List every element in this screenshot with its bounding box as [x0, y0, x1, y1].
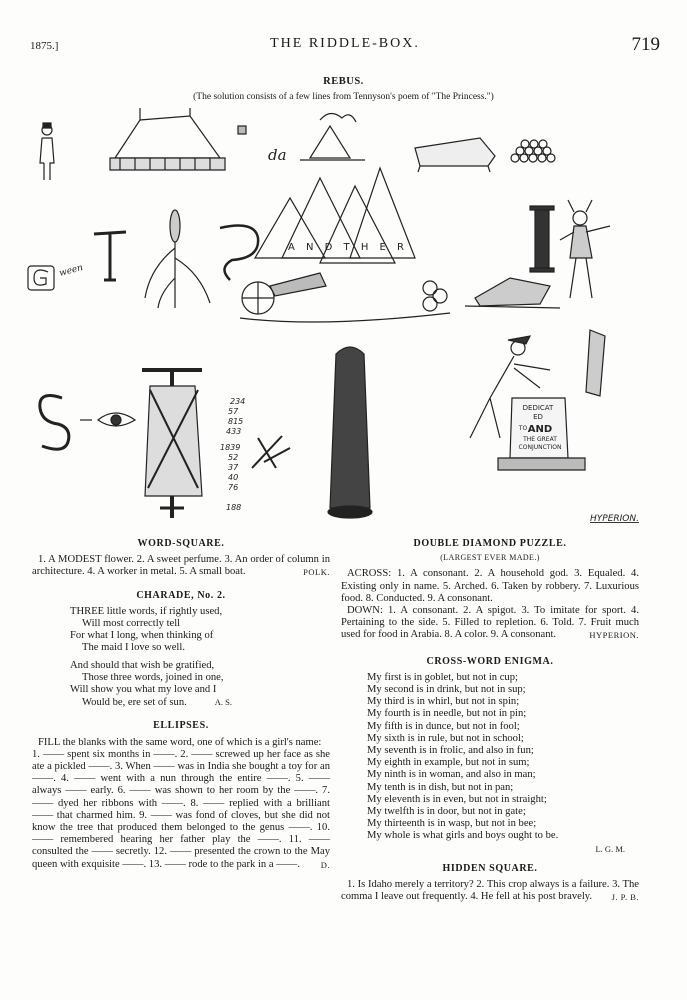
tent-camp — [300, 113, 365, 160]
verse-line: Those three words, joined in one, — [82, 671, 224, 683]
svg-text:37: 37 — [228, 463, 239, 472]
page-number: 719 — [631, 34, 660, 55]
svg-text:1839: 1839 — [220, 443, 241, 452]
verse-line: The maid I love so well. — [82, 642, 185, 654]
word-square-title: WORD-SQUARE. — [137, 538, 225, 549]
page-header — [30, 36, 660, 56]
svg-text:CONJUNCTION: CONJUNCTION — [518, 444, 562, 451]
verse-line: Will most correctly tell — [82, 618, 181, 630]
enigma-line: My whole is what girls and boys ought to be. — [367, 830, 559, 842]
gf-monogram — [28, 266, 54, 290]
enigma-line: My fifth is in dunce, but not in fool; — [367, 720, 520, 732]
letter-s-large — [40, 396, 69, 450]
rebus-subtitle: (The solution consists of a few lines from Tennyson's poem of "The Princess.") — [193, 92, 494, 102]
hidden-square-text: 1. Is Idaho merely a territory? 2. This crop always is a failure. 3. The comma I leave out frequently. 4. He fell at his post bravely. J. P. B. — [341, 879, 639, 903]
hidden-square-title: HIDDEN SQUARE. — [442, 862, 538, 874]
svg-text:433: 433 — [226, 427, 242, 436]
cannonballs — [511, 140, 555, 162]
verse-line: And should that wish be gratified, — [70, 659, 215, 671]
enigma-line: My first is in goblet, but not in cup; — [367, 671, 518, 683]
svg-text:THE GREAT: THE GREAT — [523, 436, 557, 443]
enigma-line: My sixth is in rule, but not in school; — [367, 732, 524, 744]
right-column — [341, 538, 639, 903]
ellipses-text: 1. —— spent six months in ——. 2. —— screwed up her face as she ate a pickled ——. 3. When —— was in India she bought a toy for an ——. 4. —— went with a nun through the entire ——. 5. —— always —— early. 6. —— was shown to her room by the ——. 7. —— dyed her ribbons with ——. 8. —— replied with a brilliant —— that charmed him. 9. —— was fond of cloves, but she did not know the tree that produced them belonged to the genus ——. 10. —— remembered hearing her father play the ——. 11. —— consulted the —— secretly. 12. —— presented the crown to the May queen with exquisite ——. 13. —— rode to the park in a ——. D. — [32, 748, 330, 870]
svg-text:40: 40 — [228, 473, 239, 482]
svg-text:ED: ED — [533, 413, 543, 421]
grave-pit — [465, 278, 560, 308]
ellipses-signature: D. — [320, 859, 330, 870]
jester-figure — [560, 200, 610, 298]
double-diamond-down: DOWN: 1. A consonant. 2. A spigot. 3. To imitate for sport. 4. Pertaining to the side. 5. Filled to repletion. 6. Told. 7. Fruit much used for food in Arabia. 8. A color. 9. A consonant. HYPERION. — [341, 605, 639, 641]
tools-cross — [252, 436, 290, 468]
svg-text:AND: AND — [527, 424, 553, 435]
double-diamond-subtitle: (LARGEST EVER MADE.) — [440, 553, 540, 563]
verse-line: Would be, ere set of sun. A. S. — [82, 697, 233, 709]
circus-tent — [110, 108, 246, 170]
page-date: 1875.] — [30, 40, 59, 52]
rebus-title: REBUS. — [323, 76, 364, 87]
svg-text:TO: TO — [518, 425, 528, 432]
rebus-ween: ween — [58, 262, 85, 279]
enigma-line: My seventh is in frolic, and also in fun; — [367, 745, 534, 757]
stone-slab — [415, 138, 495, 172]
sum-column — [220, 397, 245, 512]
charade-title: CHARADE, No. 2. — [136, 589, 226, 601]
double-diamond-across: ACROSS: 1. A consonant. 2. A household god. 3. Equaled. 4. Existing only in name. 5. Arched. 6. Taken by robbery. 7. Luxurious food. 8. Conducted. 9. A consonant. — [341, 568, 639, 604]
enigma-line: My second is in drink, but not in sup; — [367, 684, 526, 696]
word-square-text: 1. A MODEST flower. 2. A sweet perfume. 3. An order of column in architecture. 4. A worker in metal. 5. A small boat. POLK. — [32, 554, 330, 578]
double-diamond-signature: HYPERION. — [589, 630, 639, 641]
verse-line: Will show you what my love and I — [70, 684, 217, 696]
letter-i — [530, 206, 554, 272]
enigma-line: My eleventh is in even, but not in straight; — [367, 793, 547, 805]
eye-drawing — [98, 413, 135, 426]
page-title: THE RIDDLE-BOX. — [270, 36, 420, 51]
ellipses-title: ELLIPSES. — [153, 720, 209, 732]
letter-s-grass — [220, 226, 258, 280]
corn-stalk — [145, 210, 210, 308]
svg-text:57: 57 — [228, 407, 239, 416]
robed-woman-statue — [328, 347, 372, 518]
svg-text:DEDICAT: DEDICAT — [522, 404, 554, 412]
double-diamond-title: DOUBLE DIAMOND PUZZLE. — [413, 538, 567, 549]
svg-text:815: 815 — [228, 417, 244, 426]
enigma-verse — [367, 672, 639, 843]
enigma-line: My tenth is in dish, but not in pan; — [367, 781, 514, 793]
word-square-signature: POLK. — [303, 567, 330, 578]
svg-text:52: 52 — [228, 453, 239, 462]
rebus-signature: HYPERION. — [590, 514, 639, 524]
enigma-line: My eighth in example, but not in sum; — [367, 757, 530, 769]
letter-t — [94, 232, 126, 280]
rebus-andther: A N D T H E R — [288, 242, 408, 253]
svg-text:188: 188 — [226, 503, 242, 512]
charade-verse — [70, 606, 330, 710]
svg-text:234: 234 — [230, 397, 246, 406]
enigma-line: My twelfth is in door, but not in gate; — [367, 806, 526, 818]
ellipses-intro: FILL the blanks with the same word, one of which is a girl's name: — [38, 736, 322, 748]
hidden-square-signature: J. P. B. — [611, 892, 639, 903]
enigma-line: My thirteenth is in wasp, but not in bee; — [367, 818, 537, 830]
rebus-da: da — [268, 146, 287, 164]
enigma-line: My third is in whirl, but not in spin; — [367, 696, 520, 708]
charade-signature: A. S. — [214, 697, 233, 708]
enigma-signature: L. G. M. — [595, 843, 625, 854]
left-column — [32, 538, 330, 871]
enigma-line: My ninth is in woman, and also in man; — [367, 769, 536, 781]
enigma-title: CROSS-WORD ENIGMA. — [426, 655, 554, 667]
verse-line: For what I long, when thinking of — [70, 630, 214, 642]
coat-on-t-rack — [142, 370, 202, 518]
svg-text:76: 76 — [228, 483, 239, 492]
enigma-line: My fourth is in needle, but not in pin; — [367, 708, 527, 720]
man-figure — [40, 123, 54, 180]
verse-line: THREE little words, if rightly used, — [70, 605, 223, 617]
rebus-illustration — [20, 108, 670, 528]
